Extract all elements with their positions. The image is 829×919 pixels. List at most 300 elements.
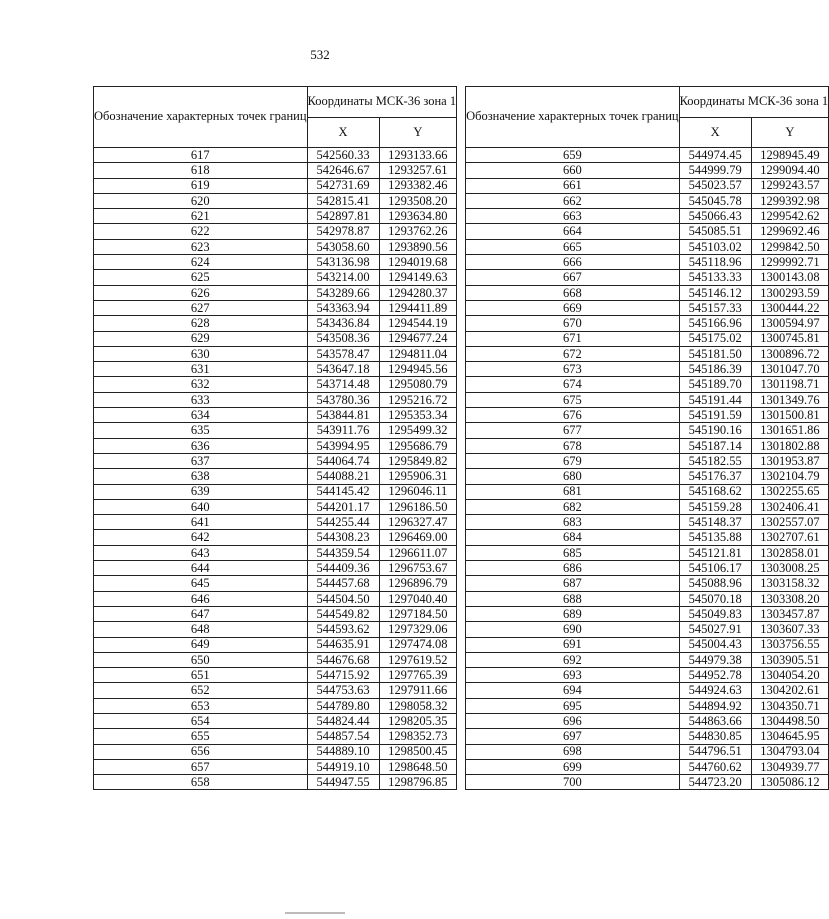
table-row bbox=[94, 683, 457, 698]
point-number: 686 bbox=[466, 561, 680, 576]
point-number: 628 bbox=[94, 316, 308, 331]
y-coordinate: 1295906.31 bbox=[379, 469, 456, 484]
y-coordinate: 1296327.47 bbox=[379, 515, 456, 530]
point-number: 623 bbox=[94, 239, 308, 254]
table-row bbox=[466, 591, 829, 606]
point-number: 685 bbox=[466, 545, 680, 560]
point-number: 619 bbox=[94, 178, 308, 193]
x-coordinate: 544760.62 bbox=[679, 759, 751, 774]
header-x-label: X bbox=[679, 118, 751, 148]
y-coordinate: 1297184.50 bbox=[379, 606, 456, 621]
point-number: 691 bbox=[466, 637, 680, 652]
x-coordinate: 544924.63 bbox=[679, 683, 751, 698]
x-coordinate: 545166.96 bbox=[679, 316, 751, 331]
x-coordinate: 544952.78 bbox=[679, 668, 751, 683]
table-row bbox=[94, 408, 457, 423]
y-coordinate: 1297911.66 bbox=[379, 683, 456, 698]
table-row bbox=[466, 423, 829, 438]
x-coordinate: 544145.42 bbox=[307, 484, 379, 499]
x-coordinate: 543578.47 bbox=[307, 346, 379, 361]
y-coordinate: 1303756.55 bbox=[751, 637, 828, 652]
x-coordinate: 544789.80 bbox=[307, 698, 379, 713]
point-number: 654 bbox=[94, 713, 308, 728]
table-row bbox=[94, 255, 457, 270]
point-number: 697 bbox=[466, 729, 680, 744]
y-coordinate: 1302707.61 bbox=[751, 530, 828, 545]
y-coordinate: 1299992.71 bbox=[751, 255, 828, 270]
x-coordinate: 542815.41 bbox=[307, 193, 379, 208]
x-coordinate: 545070.18 bbox=[679, 591, 751, 606]
y-coordinate: 1296046.11 bbox=[379, 484, 456, 499]
y-coordinate: 1301651.86 bbox=[751, 423, 828, 438]
y-coordinate: 1303905.51 bbox=[751, 652, 828, 667]
point-number: 637 bbox=[94, 453, 308, 468]
coordinates-table-right bbox=[465, 86, 829, 790]
x-coordinate: 544919.10 bbox=[307, 759, 379, 774]
x-coordinate: 545135.88 bbox=[679, 530, 751, 545]
point-number: 665 bbox=[466, 239, 680, 254]
table-row bbox=[466, 362, 829, 377]
y-coordinate: 1300293.59 bbox=[751, 285, 828, 300]
point-number: 671 bbox=[466, 331, 680, 346]
y-coordinate: 1293508.20 bbox=[379, 193, 456, 208]
x-coordinate: 545187.14 bbox=[679, 438, 751, 453]
table-row bbox=[94, 316, 457, 331]
x-coordinate: 545186.39 bbox=[679, 362, 751, 377]
y-coordinate: 1296186.50 bbox=[379, 499, 456, 514]
point-number: 647 bbox=[94, 606, 308, 621]
y-coordinate: 1301047.70 bbox=[751, 362, 828, 377]
table-row bbox=[94, 744, 457, 759]
point-number: 673 bbox=[466, 362, 680, 377]
x-coordinate: 544857.54 bbox=[307, 729, 379, 744]
point-number: 675 bbox=[466, 392, 680, 407]
table-row bbox=[94, 300, 457, 315]
y-coordinate: 1303607.33 bbox=[751, 622, 828, 637]
y-coordinate: 1299692.46 bbox=[751, 224, 828, 239]
point-number: 645 bbox=[94, 576, 308, 591]
table-row bbox=[466, 148, 829, 163]
point-number: 696 bbox=[466, 713, 680, 728]
table-row bbox=[466, 438, 829, 453]
point-number: 648 bbox=[94, 622, 308, 637]
header-x-label: X bbox=[307, 118, 379, 148]
table-row bbox=[94, 545, 457, 560]
point-number: 656 bbox=[94, 744, 308, 759]
y-coordinate: 1296896.79 bbox=[379, 576, 456, 591]
y-coordinate: 1298205.35 bbox=[379, 713, 456, 728]
table-row bbox=[94, 561, 457, 576]
y-coordinate: 1297619.52 bbox=[379, 652, 456, 667]
y-coordinate: 1296611.07 bbox=[379, 545, 456, 560]
table-row bbox=[466, 668, 829, 683]
point-number: 625 bbox=[94, 270, 308, 285]
table-row bbox=[466, 775, 829, 790]
table-row bbox=[466, 408, 829, 423]
x-coordinate: 545191.59 bbox=[679, 408, 751, 423]
point-number: 617 bbox=[94, 148, 308, 163]
point-number: 655 bbox=[94, 729, 308, 744]
point-number: 650 bbox=[94, 652, 308, 667]
table-row bbox=[94, 484, 457, 499]
x-coordinate: 545118.96 bbox=[679, 255, 751, 270]
table-row bbox=[466, 744, 829, 759]
point-number: 661 bbox=[466, 178, 680, 193]
table-row bbox=[466, 698, 829, 713]
y-coordinate: 1304202.61 bbox=[751, 683, 828, 698]
point-number: 632 bbox=[94, 377, 308, 392]
point-number: 690 bbox=[466, 622, 680, 637]
header-y-label: Y bbox=[751, 118, 828, 148]
header-point-label: Обозначение характерных точек границ bbox=[94, 87, 308, 148]
y-coordinate: 1303457.87 bbox=[751, 606, 828, 621]
x-coordinate: 544863.66 bbox=[679, 713, 751, 728]
x-coordinate: 544201.17 bbox=[307, 499, 379, 514]
table-row bbox=[94, 453, 457, 468]
x-coordinate: 543714.48 bbox=[307, 377, 379, 392]
table-row bbox=[94, 346, 457, 361]
y-coordinate: 1298945.49 bbox=[751, 148, 828, 163]
table-row bbox=[94, 515, 457, 530]
table-row bbox=[466, 239, 829, 254]
header-coords-label: Координаты МСК-36 зона 1 bbox=[679, 87, 829, 118]
x-coordinate: 545182.55 bbox=[679, 453, 751, 468]
point-number: 621 bbox=[94, 209, 308, 224]
y-coordinate: 1296753.67 bbox=[379, 561, 456, 576]
x-coordinate: 544255.44 bbox=[307, 515, 379, 530]
x-coordinate: 545004.43 bbox=[679, 637, 751, 652]
x-coordinate: 545088.96 bbox=[679, 576, 751, 591]
table-row bbox=[466, 759, 829, 774]
y-coordinate: 1304054.20 bbox=[751, 668, 828, 683]
x-coordinate: 545159.28 bbox=[679, 499, 751, 514]
y-coordinate: 1300444.22 bbox=[751, 300, 828, 315]
table-row bbox=[466, 453, 829, 468]
x-coordinate: 543844.81 bbox=[307, 408, 379, 423]
x-coordinate: 545103.02 bbox=[679, 239, 751, 254]
y-coordinate: 1302104.79 bbox=[751, 469, 828, 484]
y-coordinate: 1301198.71 bbox=[751, 377, 828, 392]
table-row bbox=[466, 622, 829, 637]
table-row bbox=[466, 193, 829, 208]
point-number: 688 bbox=[466, 591, 680, 606]
point-number: 629 bbox=[94, 331, 308, 346]
table-row bbox=[94, 759, 457, 774]
x-coordinate: 542646.67 bbox=[307, 163, 379, 178]
table-row bbox=[94, 331, 457, 346]
point-number: 667 bbox=[466, 270, 680, 285]
point-number: 627 bbox=[94, 300, 308, 315]
x-coordinate: 545023.57 bbox=[679, 178, 751, 193]
table-row bbox=[94, 193, 457, 208]
x-coordinate: 543994.95 bbox=[307, 438, 379, 453]
table-row bbox=[466, 499, 829, 514]
y-coordinate: 1295353.34 bbox=[379, 408, 456, 423]
x-coordinate: 543136.98 bbox=[307, 255, 379, 270]
table-row bbox=[94, 637, 457, 652]
y-coordinate: 1299542.62 bbox=[751, 209, 828, 224]
table-row bbox=[94, 606, 457, 621]
y-coordinate: 1301349.76 bbox=[751, 392, 828, 407]
table-row bbox=[466, 270, 829, 285]
point-number: 692 bbox=[466, 652, 680, 667]
point-number: 622 bbox=[94, 224, 308, 239]
x-coordinate: 543508.36 bbox=[307, 331, 379, 346]
table-row bbox=[466, 377, 829, 392]
y-coordinate: 1294677.24 bbox=[379, 331, 456, 346]
x-coordinate: 544753.63 bbox=[307, 683, 379, 698]
point-number: 624 bbox=[94, 255, 308, 270]
y-coordinate: 1301953.87 bbox=[751, 453, 828, 468]
table-row bbox=[94, 270, 457, 285]
x-coordinate: 544359.54 bbox=[307, 545, 379, 560]
point-number: 669 bbox=[466, 300, 680, 315]
y-coordinate: 1294019.68 bbox=[379, 255, 456, 270]
point-number: 676 bbox=[466, 408, 680, 423]
y-coordinate: 1295849.82 bbox=[379, 453, 456, 468]
x-coordinate: 544796.51 bbox=[679, 744, 751, 759]
y-coordinate: 1293133.66 bbox=[379, 148, 456, 163]
x-coordinate: 545176.37 bbox=[679, 469, 751, 484]
y-coordinate: 1295499.32 bbox=[379, 423, 456, 438]
table-row bbox=[94, 698, 457, 713]
point-number: 698 bbox=[466, 744, 680, 759]
y-coordinate: 1293762.26 bbox=[379, 224, 456, 239]
x-coordinate: 545106.17 bbox=[679, 561, 751, 576]
x-coordinate: 543436.84 bbox=[307, 316, 379, 331]
y-coordinate: 1302406.41 bbox=[751, 499, 828, 514]
point-number: 694 bbox=[466, 683, 680, 698]
x-coordinate: 545175.02 bbox=[679, 331, 751, 346]
table-row bbox=[466, 729, 829, 744]
x-coordinate: 544974.45 bbox=[679, 148, 751, 163]
y-coordinate: 1305086.12 bbox=[751, 775, 828, 790]
table-row bbox=[466, 484, 829, 499]
point-number: 663 bbox=[466, 209, 680, 224]
table-row bbox=[94, 576, 457, 591]
page-number: 532 bbox=[310, 47, 330, 62]
point-number: 687 bbox=[466, 576, 680, 591]
x-coordinate: 545146.12 bbox=[679, 285, 751, 300]
y-coordinate: 1298058.32 bbox=[379, 698, 456, 713]
header-y-label: Y bbox=[379, 118, 456, 148]
point-number: 658 bbox=[94, 775, 308, 790]
x-coordinate: 545190.16 bbox=[679, 423, 751, 438]
x-coordinate: 545121.81 bbox=[679, 545, 751, 560]
point-number: 693 bbox=[466, 668, 680, 683]
table-row bbox=[94, 224, 457, 239]
y-coordinate: 1293257.61 bbox=[379, 163, 456, 178]
x-coordinate: 544723.20 bbox=[679, 775, 751, 790]
table-row bbox=[466, 163, 829, 178]
x-coordinate: 545049.83 bbox=[679, 606, 751, 621]
table-row bbox=[94, 392, 457, 407]
x-coordinate: 543780.36 bbox=[307, 392, 379, 407]
table-row bbox=[94, 209, 457, 224]
point-number: 664 bbox=[466, 224, 680, 239]
point-number: 666 bbox=[466, 255, 680, 270]
y-coordinate: 1294411.89 bbox=[379, 300, 456, 315]
y-coordinate: 1300594.97 bbox=[751, 316, 828, 331]
point-number: 620 bbox=[94, 193, 308, 208]
y-coordinate: 1302858.01 bbox=[751, 545, 828, 560]
point-number: 680 bbox=[466, 469, 680, 484]
y-coordinate: 1301500.81 bbox=[751, 408, 828, 423]
point-number: 640 bbox=[94, 499, 308, 514]
point-number: 643 bbox=[94, 545, 308, 560]
table-row bbox=[466, 392, 829, 407]
y-coordinate: 1298648.50 bbox=[379, 759, 456, 774]
point-number: 672 bbox=[466, 346, 680, 361]
table-row bbox=[94, 148, 457, 163]
table-row bbox=[94, 285, 457, 300]
y-coordinate: 1301802.88 bbox=[751, 438, 828, 453]
x-coordinate: 544064.74 bbox=[307, 453, 379, 468]
table-row bbox=[94, 499, 457, 514]
table-row bbox=[466, 300, 829, 315]
point-number: 649 bbox=[94, 637, 308, 652]
y-coordinate: 1293382.46 bbox=[379, 178, 456, 193]
x-coordinate: 542731.69 bbox=[307, 178, 379, 193]
table-row bbox=[466, 285, 829, 300]
table-row bbox=[94, 713, 457, 728]
point-number: 659 bbox=[466, 148, 680, 163]
point-number: 682 bbox=[466, 499, 680, 514]
table-row bbox=[466, 255, 829, 270]
y-coordinate: 1299392.98 bbox=[751, 193, 828, 208]
point-number: 657 bbox=[94, 759, 308, 774]
point-number: 635 bbox=[94, 423, 308, 438]
y-coordinate: 1300143.08 bbox=[751, 270, 828, 285]
x-coordinate: 544504.50 bbox=[307, 591, 379, 606]
y-coordinate: 1299842.50 bbox=[751, 239, 828, 254]
point-number: 642 bbox=[94, 530, 308, 545]
y-coordinate: 1300745.81 bbox=[751, 331, 828, 346]
point-number: 646 bbox=[94, 591, 308, 606]
y-coordinate: 1295216.72 bbox=[379, 392, 456, 407]
point-number: 634 bbox=[94, 408, 308, 423]
coordinates-table-left bbox=[93, 86, 457, 790]
table-row bbox=[466, 515, 829, 530]
table-row bbox=[94, 438, 457, 453]
y-coordinate: 1295080.79 bbox=[379, 377, 456, 392]
table-row bbox=[94, 622, 457, 637]
y-coordinate: 1294811.04 bbox=[379, 346, 456, 361]
x-coordinate: 544409.36 bbox=[307, 561, 379, 576]
y-coordinate: 1298352.73 bbox=[379, 729, 456, 744]
y-coordinate: 1303158.32 bbox=[751, 576, 828, 591]
table-row bbox=[466, 316, 829, 331]
point-number: 662 bbox=[466, 193, 680, 208]
y-coordinate: 1296469.00 bbox=[379, 530, 456, 545]
x-coordinate: 544894.92 bbox=[679, 698, 751, 713]
y-coordinate: 1293890.56 bbox=[379, 239, 456, 254]
x-coordinate: 545148.37 bbox=[679, 515, 751, 530]
x-coordinate: 544635.91 bbox=[307, 637, 379, 652]
table-row bbox=[466, 331, 829, 346]
y-coordinate: 1303008.25 bbox=[751, 561, 828, 576]
point-number: 679 bbox=[466, 453, 680, 468]
y-coordinate: 1304645.95 bbox=[751, 729, 828, 744]
y-coordinate: 1294149.63 bbox=[379, 270, 456, 285]
header-coords-label: Координаты МСК-36 зона 1 bbox=[307, 87, 457, 118]
x-coordinate: 543911.76 bbox=[307, 423, 379, 438]
point-number: 684 bbox=[466, 530, 680, 545]
x-coordinate: 543214.00 bbox=[307, 270, 379, 285]
point-number: 660 bbox=[466, 163, 680, 178]
x-coordinate: 543363.94 bbox=[307, 300, 379, 315]
x-coordinate: 542978.87 bbox=[307, 224, 379, 239]
x-coordinate: 545181.50 bbox=[679, 346, 751, 361]
point-number: 695 bbox=[466, 698, 680, 713]
table-row bbox=[94, 668, 457, 683]
point-number: 652 bbox=[94, 683, 308, 698]
y-coordinate: 1297040.40 bbox=[379, 591, 456, 606]
point-number: 639 bbox=[94, 484, 308, 499]
point-number: 678 bbox=[466, 438, 680, 453]
y-coordinate: 1293634.80 bbox=[379, 209, 456, 224]
x-coordinate: 545045.78 bbox=[679, 193, 751, 208]
y-coordinate: 1304498.50 bbox=[751, 713, 828, 728]
y-coordinate: 1299243.57 bbox=[751, 178, 828, 193]
x-coordinate: 545157.33 bbox=[679, 300, 751, 315]
point-number: 683 bbox=[466, 515, 680, 530]
table-row bbox=[94, 423, 457, 438]
y-coordinate: 1302557.07 bbox=[751, 515, 828, 530]
y-coordinate: 1299094.40 bbox=[751, 163, 828, 178]
x-coordinate: 544824.44 bbox=[307, 713, 379, 728]
point-number: 644 bbox=[94, 561, 308, 576]
table-row bbox=[466, 606, 829, 621]
point-number: 618 bbox=[94, 163, 308, 178]
y-coordinate: 1297474.08 bbox=[379, 637, 456, 652]
table-row bbox=[94, 362, 457, 377]
y-coordinate: 1300896.72 bbox=[751, 346, 828, 361]
table-row bbox=[94, 775, 457, 790]
point-number: 653 bbox=[94, 698, 308, 713]
table-row bbox=[466, 576, 829, 591]
table-row bbox=[94, 652, 457, 667]
coordinates-tables bbox=[93, 86, 829, 790]
x-coordinate: 545133.33 bbox=[679, 270, 751, 285]
x-coordinate: 544979.38 bbox=[679, 652, 751, 667]
point-number: 636 bbox=[94, 438, 308, 453]
x-coordinate: 543058.60 bbox=[307, 239, 379, 254]
x-coordinate: 544457.68 bbox=[307, 576, 379, 591]
x-coordinate: 544715.92 bbox=[307, 668, 379, 683]
table-row bbox=[466, 209, 829, 224]
point-number: 630 bbox=[94, 346, 308, 361]
table-row bbox=[94, 591, 457, 606]
table-row bbox=[466, 637, 829, 652]
point-number: 641 bbox=[94, 515, 308, 530]
table-row bbox=[94, 178, 457, 193]
x-coordinate: 544676.68 bbox=[307, 652, 379, 667]
point-number: 626 bbox=[94, 285, 308, 300]
x-coordinate: 545189.70 bbox=[679, 377, 751, 392]
x-coordinate: 542560.33 bbox=[307, 148, 379, 163]
table-row bbox=[466, 346, 829, 361]
table-row bbox=[94, 469, 457, 484]
table-row bbox=[466, 683, 829, 698]
x-coordinate: 543647.18 bbox=[307, 362, 379, 377]
x-coordinate: 545085.51 bbox=[679, 224, 751, 239]
table-row bbox=[94, 377, 457, 392]
point-number: 638 bbox=[94, 469, 308, 484]
y-coordinate: 1297765.39 bbox=[379, 668, 456, 683]
table-row bbox=[466, 178, 829, 193]
x-coordinate: 542897.81 bbox=[307, 209, 379, 224]
